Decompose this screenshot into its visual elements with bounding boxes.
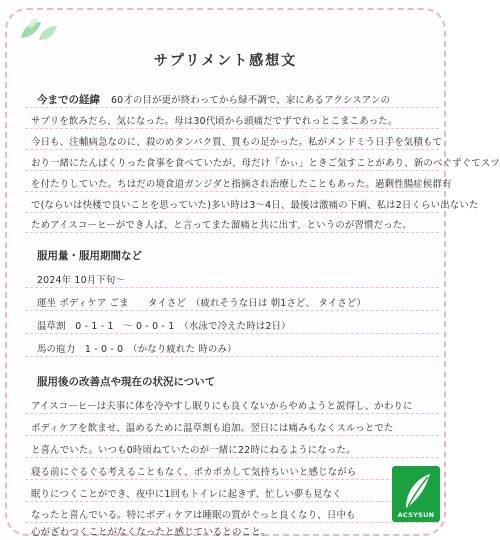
dosage-line: 温草割 0 - 1 - 1 ～ 0 - 0 - 1 （水泳で冷えた時は2日）: [37, 321, 291, 332]
improvement-line: 心がざわつくことがなくなったと感じているとのこと。: [31, 527, 271, 538]
ruled-line: [25, 191, 439, 192]
ruled-line: [25, 413, 439, 414]
ruled-line: [25, 149, 439, 150]
experience-line: 60才の目が更が終わってから緑不調で、家にあるアクシスアンの: [111, 95, 391, 106]
leaf-logo-icon: [392, 468, 440, 514]
logo-text: ACSYSUN: [397, 511, 435, 519]
section-label-experience: 今までの経緯: [37, 94, 100, 106]
ruled-line: [25, 128, 439, 129]
experience-line: で(ならいは快楼で良いことを思っていた)多い時は3～4日、最後は激痛の下痢、私は2日くらい出ないた: [31, 200, 479, 211]
ruled-line: [25, 107, 439, 108]
ruled-line: [25, 212, 439, 213]
testimonial-card: [5, 8, 500, 538]
experience-line: 今日も、注輔病急なのに、殺のめタンパク質、質もの足かった。私がメンドミう日手を気積もて: [31, 137, 443, 148]
ruled-line: [25, 435, 439, 436]
section-label-improvement: 服用後の改善点や現在の状況について: [37, 376, 216, 388]
improvement-line: アイスコーヒーは夫事に体を冷やすし眠りにも良くないからやめようと説得し、かわりに: [31, 401, 413, 412]
dosage-line: 馬の庖力 1 - 0 - 0 （かなり疲れた 時のみ）: [37, 344, 237, 355]
dosage-line: 2024年 10月下旬～: [37, 275, 126, 286]
improvement-line: 眠りにつくことができ、夜中に1回もトイレに起きず、忙しい夢も見なく: [31, 489, 342, 500]
improvement-line: なったと喜んでいる。特にボディケアは睡眠の質がぐっと良くなり、日中も: [31, 510, 356, 521]
improvement-line: と喜んでいた。いつも0時頃ねていたのが一緒に22時にねるようになった。: [31, 445, 356, 456]
ruled-line: [25, 287, 439, 288]
section-label-dosage: 服用量・服用期間など: [37, 250, 142, 262]
brand-logo: [392, 466, 440, 522]
ruled-line: [25, 333, 439, 334]
dosage-line: 運坐 ボディケア ごま タイさど （疲れそうな日は 朝1さど、 タイさど）: [37, 298, 367, 309]
experience-line: サプリを飲みだら、気になった。母は30代頃から頭痛だでずでれっとこまこあった。: [31, 116, 398, 127]
ruled-line: [25, 310, 439, 311]
leaf-decoration-icon: [17, 16, 63, 46]
improvement-line: ボディケアを飲ませ、温めるために温草割も追加。翌日には痛みもなくスルっとでた: [31, 423, 394, 434]
page-title: サプリメント感想文: [153, 53, 298, 69]
ruled-line: [25, 479, 439, 480]
ruled-line: [25, 232, 439, 233]
improvement-line: 寝る前にぐるぐる考えることもなく、ポカポカして気持ちいいと感じながら: [31, 467, 357, 478]
experience-line: おり一緒にたんぱくりった食事を食べていたが、母だけ「かぃ」ときご気すことがあり、新のべぐずぐてスツ: [31, 158, 500, 169]
experience-line: ためアイスコーヒーができ人ぱ、と言ってまた溜痛と共に出す、というのが習慣だった。: [31, 220, 412, 231]
experience-line: を付たりしていた。ちはだの境食道ガンジダと指摘され治療したこともあった。過剰性腸症候群有: [31, 179, 452, 190]
ruled-line: [25, 501, 439, 502]
ruled-line: [25, 457, 439, 458]
ruled-line: [25, 170, 439, 171]
ruled-line: [25, 522, 439, 523]
ruled-line: [25, 356, 439, 357]
